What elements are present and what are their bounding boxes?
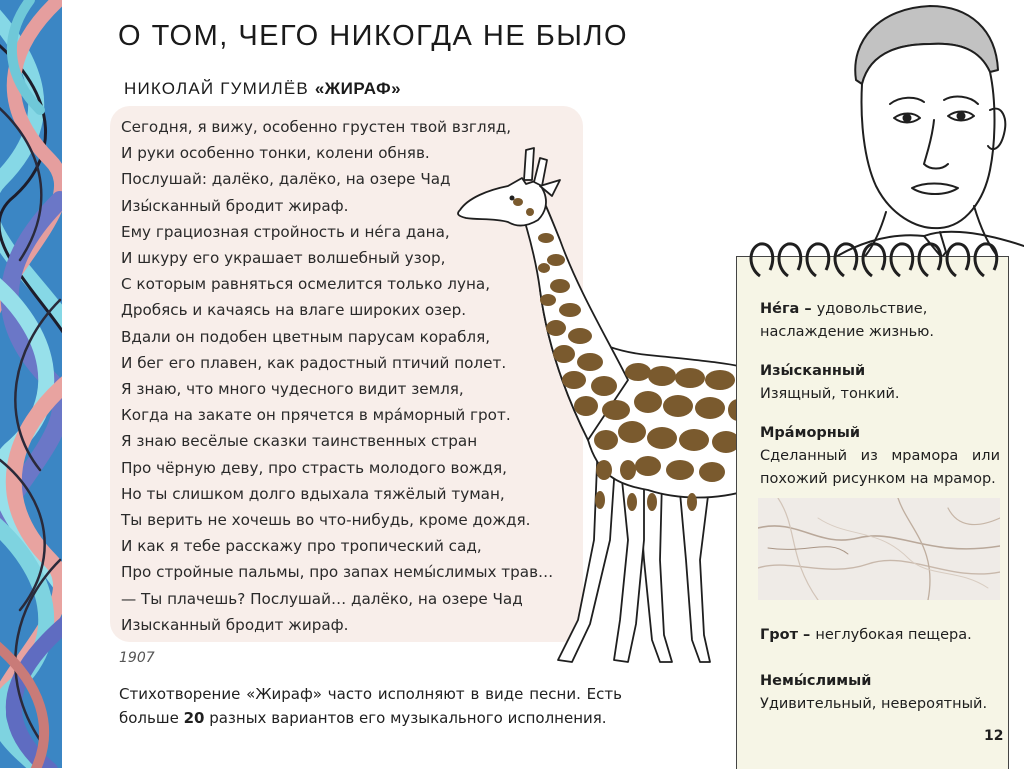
note-number: 20: [183, 709, 205, 727]
poem-line: Ему грациозная стройность и не́га дана,: [121, 222, 450, 241]
poem-line: Ты верить не хочешь во что-нибудь, кроме дождя.: [121, 511, 531, 530]
poem-line: Я знаю, что много чудесного видит земля,: [121, 380, 464, 399]
poem-line: И руки особенно тонки, колени обняв.: [121, 144, 430, 163]
glossary-term: Немы́слимый: [760, 673, 872, 689]
poem-line: И бег его плавен, как радостный птичий полет.: [121, 353, 507, 372]
poem-line: И шкуру его украшает волшебный узор,: [121, 249, 446, 268]
glossary-term: Грот: [760, 627, 798, 643]
song-note: [119, 682, 622, 730]
glossary-separator: –: [798, 627, 816, 643]
portrait-illustration: [820, 0, 1024, 270]
poem-line: Когда на закате он прячется в мра́морный грот.: [121, 406, 511, 425]
poem-heading: [124, 79, 401, 99]
page-title: О ТОМ, ЧЕГО НИКОГДА НЕ БЫЛО: [118, 20, 629, 52]
poem-line: Изысканный бродит жираф.: [121, 615, 349, 634]
poem-year: 1907: [119, 650, 155, 666]
glossary-definition: удовольствие, наслаждение жизнью.: [760, 301, 934, 340]
glossary-item-grot: [760, 624, 1000, 647]
glossary-item-mramorny: [760, 422, 1000, 491]
note-text-before: Стихотворение «Жираф» часто исполняют в виде песни. Есть больше: [119, 685, 622, 727]
glossary-definition: Изящный, тонкий.: [760, 386, 900, 402]
poem-line: Про чёрную деву, про страсть молодого вождя,: [121, 458, 507, 477]
glossary-item-izyskanny: [760, 360, 1000, 406]
poem-line: Про стройные пальмы, про запах немы́слимых трав…: [121, 563, 554, 582]
glossary-item-nemyslimy: [760, 670, 1000, 716]
glossary-item-nega: [760, 298, 1000, 344]
page-number: 12: [984, 728, 1004, 744]
poem-line: И как я тебе расскажу про тропический сад,: [121, 537, 482, 556]
poem-text: [121, 114, 591, 638]
author-name: НИКОЛАЙ ГУМИЛЁВ: [124, 79, 309, 98]
spiral-binding: [740, 238, 1008, 282]
mosaic-pattern: [0, 0, 62, 768]
poem-title: «ЖИРАФ»: [314, 79, 402, 98]
poem-line: Послушай: далёко, далёко, на озере Чад: [121, 170, 451, 189]
poem-line: С которым равняться осмелится только луна,: [121, 275, 491, 294]
poem-line: Сегодня, я вижу, особенно грустен твой взгляд,: [121, 118, 512, 136]
poem-line: Я знаю весёлые сказки таинственных стран: [121, 432, 478, 451]
glossary-term: Не́га: [760, 301, 800, 317]
poem-line: — Ты плачешь? Послушай… далёко, на озере Чад: [121, 589, 523, 608]
marble-texture: [758, 498, 1000, 600]
glossary-separator: –: [799, 301, 817, 317]
poem-line: Вдали он подобен цветным парусам корабля,: [121, 327, 491, 346]
glossary-term: Изы́сканный: [760, 363, 866, 379]
glossary-definition: неглубокая пещера.: [815, 627, 972, 643]
poem-line: Но ты слишком долго вдыхала тяжёлый туман,: [121, 484, 505, 503]
glossary-definition: Сделанный из мрамора или похожий рисунком на мрамор.: [760, 448, 1000, 487]
glossary-term: Мра́морный: [760, 425, 861, 441]
note-text-after: разных вариантов его музыкального исполнения.: [204, 709, 607, 727]
poem-line: Дробясь и качаясь на влаге широких озер.: [121, 301, 467, 320]
poem-line: Изы́сканный бродит жираф.: [121, 196, 349, 215]
glossary-definition: Удивительный, невероятный.: [760, 696, 988, 712]
